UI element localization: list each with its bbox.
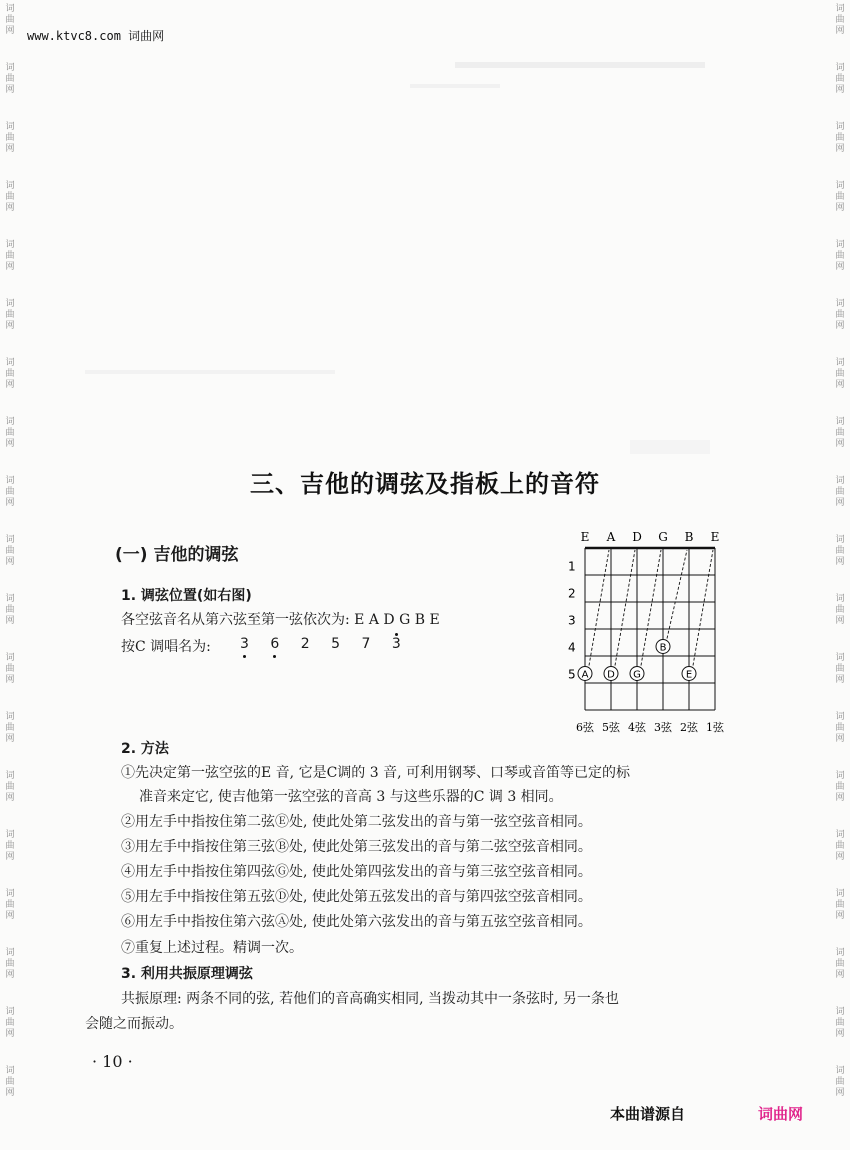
side-watermark-unit <box>835 122 844 155</box>
side-watermark-char: 曲 <box>835 1018 845 1028</box>
side-watermark-char: 词 <box>5 830 15 840</box>
side-watermark-char: 网 <box>5 793 15 803</box>
side-watermark-char: 曲 <box>5 782 15 792</box>
side-watermark-char: 网 <box>5 557 15 567</box>
bleed-through-mark <box>410 84 500 88</box>
step-line: ③用左手中指按住第三弦Ⓑ处, 使此处第三弦发出的音与第二弦空弦音相同。 <box>121 839 592 855</box>
tuning-marker-letter: E <box>685 669 693 681</box>
side-watermark-char: 网 <box>835 793 845 803</box>
string-name: D <box>632 530 642 544</box>
side-watermark-char: 词 <box>5 122 15 132</box>
bleed-through-mark <box>630 440 710 454</box>
side-watermark-char: 词 <box>5 181 15 191</box>
side-watermark-char: 网 <box>835 85 845 95</box>
side-watermark-char: 网 <box>5 498 15 508</box>
side-watermark-char: 曲 <box>835 1077 845 1087</box>
side-watermark-char: 曲 <box>5 192 15 202</box>
side-watermark-char: 曲 <box>835 723 845 733</box>
side-watermark-char: 网 <box>5 1029 15 1039</box>
tuning-marker-letter: A <box>581 669 589 681</box>
side-watermark-unit <box>835 1066 844 1099</box>
side-watermark-unit <box>5 299 14 332</box>
string-label: 5弦 <box>602 721 620 734</box>
tuning-marker-letter: B <box>659 642 667 654</box>
side-watermark-char: 词 <box>5 948 15 958</box>
side-watermark-char: 曲 <box>5 487 15 497</box>
side-watermark-unit <box>5 594 14 627</box>
step-line: 准音来定它, 使吉他第一弦空弦的音高 3 与这些乐器的C 调 3 相同。 <box>139 789 563 805</box>
side-watermark-char: 曲 <box>5 1018 15 1028</box>
side-watermark-char: 网 <box>835 380 845 390</box>
step-line: ⑥用左手中指按住第六弦Ⓐ处, 使此处第六弦发出的音与第五弦空弦音相同。 <box>121 914 592 930</box>
side-watermark-char: 网 <box>835 734 845 744</box>
side-watermark-unit <box>835 653 844 686</box>
side-watermark-char: 网 <box>5 26 15 36</box>
side-watermark-char: 网 <box>835 439 845 449</box>
side-watermark-unit <box>5 771 14 804</box>
step-line: ⑦重复上述过程。精调一次。 <box>121 940 303 956</box>
side-watermark-char: 曲 <box>5 428 15 438</box>
string-name: A <box>606 530 616 544</box>
side-watermark-unit <box>5 830 14 863</box>
tuning-guide-line <box>693 550 713 666</box>
side-watermark-char: 曲 <box>835 428 845 438</box>
side-watermark-unit <box>5 653 14 686</box>
side-watermark-char: 网 <box>835 1029 845 1039</box>
side-watermark-char: 曲 <box>835 251 845 261</box>
side-watermark-unit <box>835 299 844 332</box>
side-watermark-char: 曲 <box>835 605 845 615</box>
side-watermark-char: 词 <box>835 122 845 132</box>
side-watermark-char: 词 <box>835 594 845 604</box>
side-watermark-unit <box>835 417 844 450</box>
side-watermark-unit <box>835 830 844 863</box>
side-watermark-char: 网 <box>835 262 845 272</box>
step-line: ①先决定第一弦空弦的E 音, 它是C调的 3 音, 可利用钢琴、口琴或音笛等已定的标 <box>121 765 630 781</box>
side-watermark-unit <box>835 181 844 214</box>
site-url-watermark: www.ktvc8.com 词曲网 <box>27 29 165 43</box>
side-watermark-char: 曲 <box>835 900 845 910</box>
side-watermark-unit <box>835 1007 844 1040</box>
string-label: 1弦 <box>706 721 724 734</box>
side-watermark-unit <box>835 712 844 745</box>
side-watermark-char: 网 <box>5 203 15 213</box>
side-watermark-char: 词 <box>835 63 845 73</box>
side-watermark-char: 网 <box>835 144 845 154</box>
string-label: 6弦 <box>576 721 594 734</box>
fret-number: 5 <box>568 667 576 682</box>
side-watermark-char: 词 <box>835 1066 845 1076</box>
side-watermark-char: 词 <box>835 299 845 309</box>
side-watermark-char: 词 <box>835 948 845 958</box>
side-watermark-char: 网 <box>5 970 15 980</box>
side-watermark-char: 词 <box>835 181 845 191</box>
side-watermark-char: 词 <box>5 63 15 73</box>
side-watermark-char: 词 <box>5 712 15 722</box>
side-watermark-char: 词 <box>5 1007 15 1017</box>
side-watermark-unit <box>835 240 844 273</box>
side-watermark-char: 网 <box>5 439 15 449</box>
page-number: · 10 · <box>92 1052 133 1071</box>
side-watermark-char: 词 <box>5 1066 15 1076</box>
side-watermark-char: 曲 <box>5 15 15 25</box>
string-name: G <box>658 530 668 544</box>
side-watermark-char: 网 <box>5 675 15 685</box>
side-watermark-char: 曲 <box>5 310 15 320</box>
string-name: E <box>580 530 590 544</box>
side-watermark-char: 词 <box>5 4 15 14</box>
side-watermark-char: 网 <box>5 852 15 862</box>
tuning-guide-line <box>589 550 609 666</box>
tuning-guide-line <box>667 550 687 639</box>
side-watermark-char: 词 <box>5 535 15 545</box>
string-label: 4弦 <box>628 721 646 734</box>
side-watermark-char: 词 <box>835 712 845 722</box>
note: 3 <box>391 636 401 652</box>
step-line: ④用左手中指按住第四弦Ⓖ处, 使此处第四弦发出的音与第三弦空弦音相同。 <box>121 864 592 880</box>
side-watermark-char: 词 <box>835 830 845 840</box>
side-watermark-unit <box>5 122 14 155</box>
side-watermark-char: 曲 <box>835 782 845 792</box>
side-watermark-unit <box>5 889 14 922</box>
side-watermark-char: 网 <box>835 498 845 508</box>
item1-line2-label: 按C 调唱名为: <box>121 639 211 655</box>
step-line: ②用左手中指按住第二弦Ⓔ处, 使此处第二弦发出的音与第一弦空弦音相同。 <box>121 814 592 830</box>
fretboard-diagram <box>570 528 745 738</box>
item1-line1: 各空弦音名从第六弦至第一弦依次为: E A D G B E <box>121 612 440 628</box>
fret-number: 4 <box>568 640 576 655</box>
side-watermark-unit <box>5 240 14 273</box>
side-watermark-char: 词 <box>5 653 15 663</box>
tuning-marker-letter: D <box>607 669 615 681</box>
tuning-guide-line <box>615 550 635 666</box>
side-watermark-char: 词 <box>5 358 15 368</box>
side-watermark-char: 网 <box>5 144 15 154</box>
note: 2 <box>300 636 310 652</box>
footer-brand-link[interactable]: 词曲网 <box>758 1105 804 1123</box>
right-watermark-strip <box>832 0 848 1150</box>
side-watermark-unit <box>835 948 844 981</box>
side-watermark-char: 网 <box>5 1088 15 1098</box>
side-watermark-char: 词 <box>835 771 845 781</box>
side-watermark-char: 词 <box>835 358 845 368</box>
item3-paragraph: 共振原理: 两条不同的弦, 若他们的音高确实相同, 当拨动其中一条弦时, 另一条也 <box>121 991 619 1007</box>
side-watermark-char: 曲 <box>5 251 15 261</box>
side-watermark-char: 词 <box>5 594 15 604</box>
side-watermark-unit <box>835 535 844 568</box>
note: 5 <box>331 636 341 652</box>
side-watermark-unit <box>5 358 14 391</box>
left-watermark-strip <box>2 0 18 1150</box>
side-watermark-char: 曲 <box>835 487 845 497</box>
side-watermark-unit <box>835 771 844 804</box>
note: 3 <box>240 636 249 652</box>
side-watermark-char: 曲 <box>5 900 15 910</box>
section-heading: (一) 吉他的调弦 <box>115 545 239 565</box>
side-watermark-char: 曲 <box>835 369 845 379</box>
side-watermark-char: 网 <box>835 321 845 331</box>
side-watermark-char: 网 <box>835 1088 845 1098</box>
side-watermark-unit <box>5 4 14 37</box>
side-watermark-char: 网 <box>5 734 15 744</box>
side-watermark-char: 曲 <box>835 133 845 143</box>
page-title: 三、吉他的调弦及指板上的音符 <box>250 470 600 498</box>
side-watermark-char: 词 <box>835 417 845 427</box>
side-watermark-char: 词 <box>5 476 15 486</box>
string-label: 2弦 <box>680 721 698 734</box>
side-watermark-char: 词 <box>5 417 15 427</box>
note: 7 <box>361 636 371 652</box>
side-watermark-char: 网 <box>835 26 845 36</box>
footer-source-label: 本曲谱源自 <box>610 1105 686 1123</box>
side-watermark-char: 曲 <box>5 1077 15 1087</box>
side-watermark-char: 曲 <box>5 74 15 84</box>
side-watermark-char: 词 <box>835 4 845 14</box>
side-watermark-char: 网 <box>5 262 15 272</box>
item3-heading: 3. 利用共振原理调弦 <box>121 966 253 982</box>
side-watermark-char: 曲 <box>835 15 845 25</box>
side-watermark-char: 网 <box>835 557 845 567</box>
fret-number: 1 <box>568 559 576 574</box>
string-name: B <box>684 530 694 544</box>
side-watermark-char: 曲 <box>835 841 845 851</box>
side-watermark-unit <box>5 181 14 214</box>
fret-number: 2 <box>568 586 576 601</box>
side-watermark-char: 网 <box>835 616 845 626</box>
item2-heading: 2. 方法 <box>121 741 169 757</box>
step-line: ⑤用左手中指按住第五弦Ⓓ处, 使此处第五弦发出的音与第四弦空弦音相同。 <box>121 889 592 905</box>
side-watermark-char: 词 <box>835 535 845 545</box>
bleed-through-mark <box>85 370 335 374</box>
side-watermark-char: 网 <box>835 911 845 921</box>
side-watermark-char: 曲 <box>835 192 845 202</box>
side-watermark-unit <box>835 358 844 391</box>
string-label: 3弦 <box>654 721 672 734</box>
side-watermark-unit <box>5 417 14 450</box>
tuning-marker-letter: G <box>633 669 641 681</box>
note: 6 <box>270 636 280 652</box>
side-watermark-char: 词 <box>5 889 15 899</box>
side-watermark-char: 词 <box>5 771 15 781</box>
side-watermark-unit <box>5 712 14 745</box>
side-watermark-unit <box>5 948 14 981</box>
item1-heading: 1. 调弦位置(如右图) <box>121 588 252 604</box>
side-watermark-char: 曲 <box>835 310 845 320</box>
side-watermark-char: 曲 <box>835 664 845 674</box>
side-watermark-char: 曲 <box>5 605 15 615</box>
item3-paragraph: 会随之而振动。 <box>85 1016 183 1032</box>
side-watermark-char: 网 <box>5 911 15 921</box>
side-watermark-char: 词 <box>5 299 15 309</box>
side-watermark-char: 曲 <box>835 546 845 556</box>
side-watermark-char: 曲 <box>835 74 845 84</box>
side-watermark-char: 网 <box>5 616 15 626</box>
fret-number: 3 <box>568 613 576 628</box>
side-watermark-unit <box>835 889 844 922</box>
side-watermark-char: 网 <box>5 85 15 95</box>
side-watermark-char: 词 <box>835 889 845 899</box>
string-name: E <box>710 530 720 544</box>
side-watermark-char: 网 <box>5 321 15 331</box>
side-watermark-char: 词 <box>835 240 845 250</box>
side-watermark-char: 网 <box>835 852 845 862</box>
side-watermark-char: 曲 <box>835 959 845 969</box>
side-watermark-char: 网 <box>835 203 845 213</box>
side-watermark-char: 曲 <box>5 664 15 674</box>
side-watermark-unit <box>835 594 844 627</box>
side-watermark-char: 曲 <box>5 841 15 851</box>
side-watermark-char: 曲 <box>5 723 15 733</box>
side-watermark-unit <box>5 63 14 96</box>
side-watermark-char: 词 <box>835 653 845 663</box>
side-watermark-char: 曲 <box>5 369 15 379</box>
side-watermark-unit <box>5 1007 14 1040</box>
bleed-through-mark <box>455 62 705 68</box>
side-watermark-char: 词 <box>5 240 15 250</box>
side-watermark-char: 曲 <box>5 133 15 143</box>
side-watermark-char: 曲 <box>5 546 15 556</box>
side-watermark-unit <box>835 63 844 96</box>
side-watermark-char: 曲 <box>5 959 15 969</box>
solfege-notes <box>240 636 418 652</box>
side-watermark-char: 词 <box>835 1007 845 1017</box>
side-watermark-char: 网 <box>835 970 845 980</box>
side-watermark-char: 网 <box>5 380 15 390</box>
side-watermark-char: 网 <box>835 675 845 685</box>
side-watermark-unit <box>835 4 844 37</box>
side-watermark-unit <box>5 535 14 568</box>
side-watermark-char: 词 <box>835 476 845 486</box>
side-watermark-unit <box>5 1066 14 1099</box>
